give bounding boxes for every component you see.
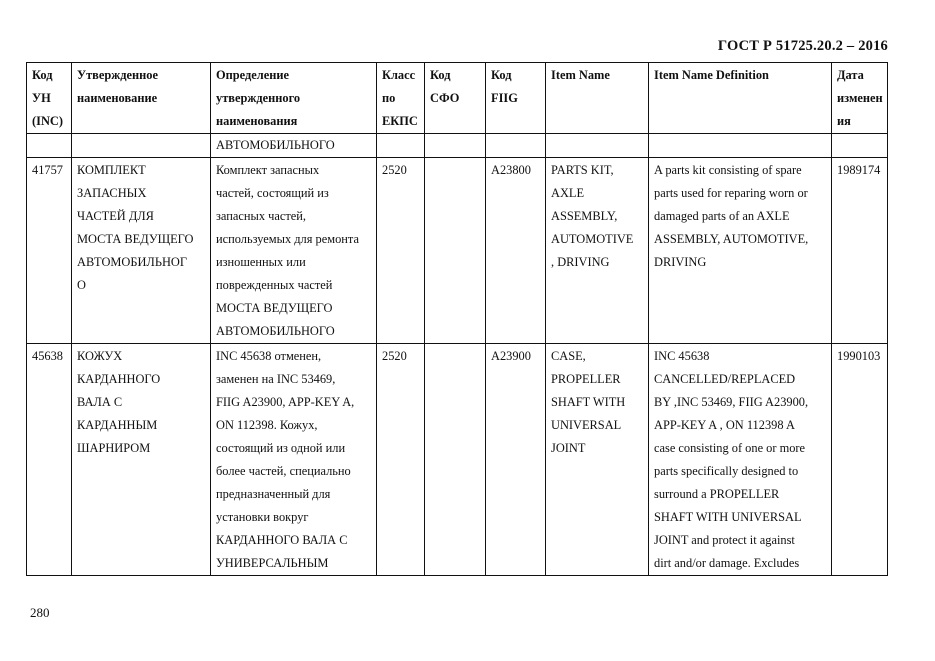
table-cell <box>486 134 546 158</box>
table-cell <box>377 134 425 158</box>
table-cell <box>425 134 486 158</box>
header-approved-name: Утвержденное наименование <box>72 63 211 134</box>
approved-name-cell: КОМПЛЕКТ ЗАПАСНЫХ ЧАСТЕЙ ДЛЯ МОСТА ВЕДУЩЕГО АВТОМОБИЛЬНОГ О <box>72 158 211 344</box>
header-sfo-code: Код СФО <box>425 63 486 134</box>
inc-cell: 41757 <box>27 158 72 344</box>
header-ekps-class: Класс по ЕКПС <box>377 63 425 134</box>
fiig-code-cell: A23800 <box>486 158 546 344</box>
fiig-code-cell: A23900 <box>486 344 546 576</box>
change-date-cell: 1989174 <box>832 158 888 344</box>
header-definition: Определение утвержденного наименования <box>211 63 377 134</box>
table-cell: АВТОМОБИЛЬНОГО <box>211 134 377 158</box>
header-item-name: Item Name <box>546 63 649 134</box>
definition-cell: Комплект запасных частей, состоящий из запасных частей, используемых для ремонта изношенных или поврежденных частей МОСТА ВЕДУЩЕГО АВТОМОБИЛЬНОГО <box>211 158 377 344</box>
document-standard-id: ГОСТ Р 51725.20.2 – 2016 <box>717 38 888 54</box>
page-number: 280 <box>30 605 50 620</box>
table-row <box>27 344 888 576</box>
table-cell <box>27 134 72 158</box>
sfo-code-cell <box>425 344 486 576</box>
header-inc-code: Код УН (INC) <box>27 63 72 134</box>
table-cell <box>649 134 832 158</box>
table-cell <box>72 134 211 158</box>
header-fiig-code: Код FIIG <box>486 63 546 134</box>
header-item-name-definition: Item Name Definition <box>649 63 832 134</box>
item-name-definition-cell: A parts kit consisting of spare parts used for reparing worn or damaged parts of an AXLE ASSEMBLY, AUTOMOTIVE, DRIVING <box>649 158 832 344</box>
item-name-cell: PARTS KIT, AXLE ASSEMBLY, AUTOMOTIVE , DRIVING <box>546 158 649 344</box>
catalog-table <box>26 62 888 576</box>
item-name-definition-cell: INC 45638 CANCELLED/REPLACED BY ,INC 53469, FIIG A23900, APP-KEY A , ON 112398 A case consisting of one or more parts specifically designed to surround a PROPELLER SHAFT WITH UNIVERSAL JOINT and protect it against dirt and/or damage. Excludes <box>649 344 832 576</box>
definition-cell: INC 45638 отменен, заменен на INC 53469, FIIG A23900, APP-KEY A, ON 112398. Кожух, состоящий из одной или более частей, специально предназначенный для установки вокруг КАРДАННОГО ВАЛА С УНИВЕРСАЛЬНЫМ <box>211 344 377 576</box>
ekps-class-cell: 2520 <box>377 158 425 344</box>
table-cell <box>832 134 888 158</box>
approved-name-cell: КОЖУХ КАРДАННОГО ВАЛА С КАРДАННЫМ ШАРНИРОМ <box>72 344 211 576</box>
table-continuation-row <box>27 134 888 158</box>
ekps-class-cell: 2520 <box>377 344 425 576</box>
table-row <box>27 158 888 344</box>
sfo-code-cell <box>425 158 486 344</box>
change-date-cell: 1990103 <box>832 344 888 576</box>
inc-cell: 45638 <box>27 344 72 576</box>
table-cell <box>546 134 649 158</box>
table-header-row <box>27 63 888 134</box>
header-change-date: Дата изменен ия <box>832 63 888 134</box>
item-name-cell: CASE, PROPELLER SHAFT WITH UNIVERSAL JOINT <box>546 344 649 576</box>
